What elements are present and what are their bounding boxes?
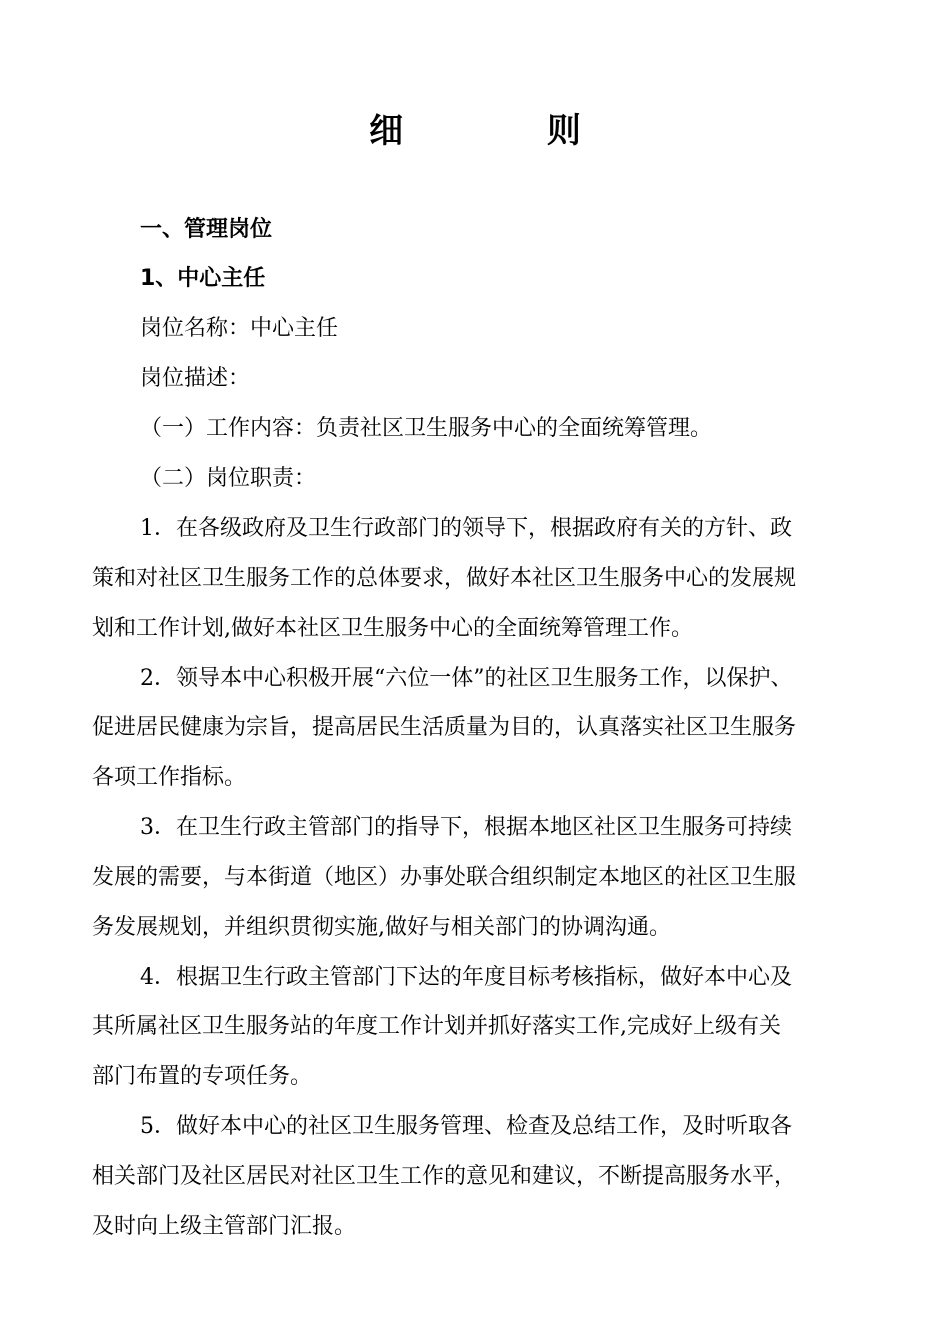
body-line: 3．在卫生行政主管部门的指导下，根据本地区社区卫生服务可持续	[140, 815, 792, 840]
body-line: 部门布置的专项任务。	[92, 1064, 313, 1089]
body-line: 相关部门及社区居民对社区卫生工作的意见和建议，不断提高服务水平，	[92, 1164, 797, 1189]
body-line: 5．做好本中心的社区卫生服务管理、检查及总结工作，及时听取各	[140, 1114, 792, 1139]
body-line: 及时向上级主管部门汇报。	[92, 1214, 357, 1239]
body-line: 划和工作计划,做好本社区卫生服务中心的全面统筹管理工作。	[92, 616, 693, 641]
document-title: 细 则	[369, 111, 647, 151]
duties-label: （二）岗位职责：	[140, 466, 317, 491]
body-line: 发展的需要，与本街道（地区）办事处联合组织制定本地区的社区卫生服	[92, 865, 797, 890]
position-description-label: 岗位描述：	[140, 366, 251, 391]
section-heading: 一、管理岗位	[140, 217, 273, 242]
body-line: 策和对社区卫生服务工作的总体要求，做好本社区卫生服务中心的发展规	[92, 566, 797, 591]
body-line: 2．领导本中心积极开展“六位一体”的社区卫生服务工作，以保护、	[140, 666, 793, 691]
subsection-heading: 1、中心主任	[140, 266, 266, 291]
position-name: 岗位名称：中心主任	[140, 316, 339, 341]
body-line: 1．在各级政府及卫生行政部门的领导下，根据政府有关的方针、政	[140, 516, 792, 541]
work-content-line: （一）工作内容：负责社区卫生服务中心的全面统筹管理。	[140, 416, 713, 441]
body-line: 4．根据卫生行政主管部门下达的年度目标考核指标，做好本中心及	[140, 965, 792, 990]
body-line: 各项工作指标。	[92, 765, 247, 790]
body-line: 其所属社区卫生服务站的年度工作计划并抓好落实工作,完成好上级有关	[92, 1014, 781, 1039]
body-line: 务发展规划，并组织贯彻实施,做好与相关部门的协调沟通。	[92, 915, 671, 940]
body-line: 促进居民健康为宗旨，提高居民生活质量为目的，认真落实社区卫生服务	[92, 715, 797, 740]
